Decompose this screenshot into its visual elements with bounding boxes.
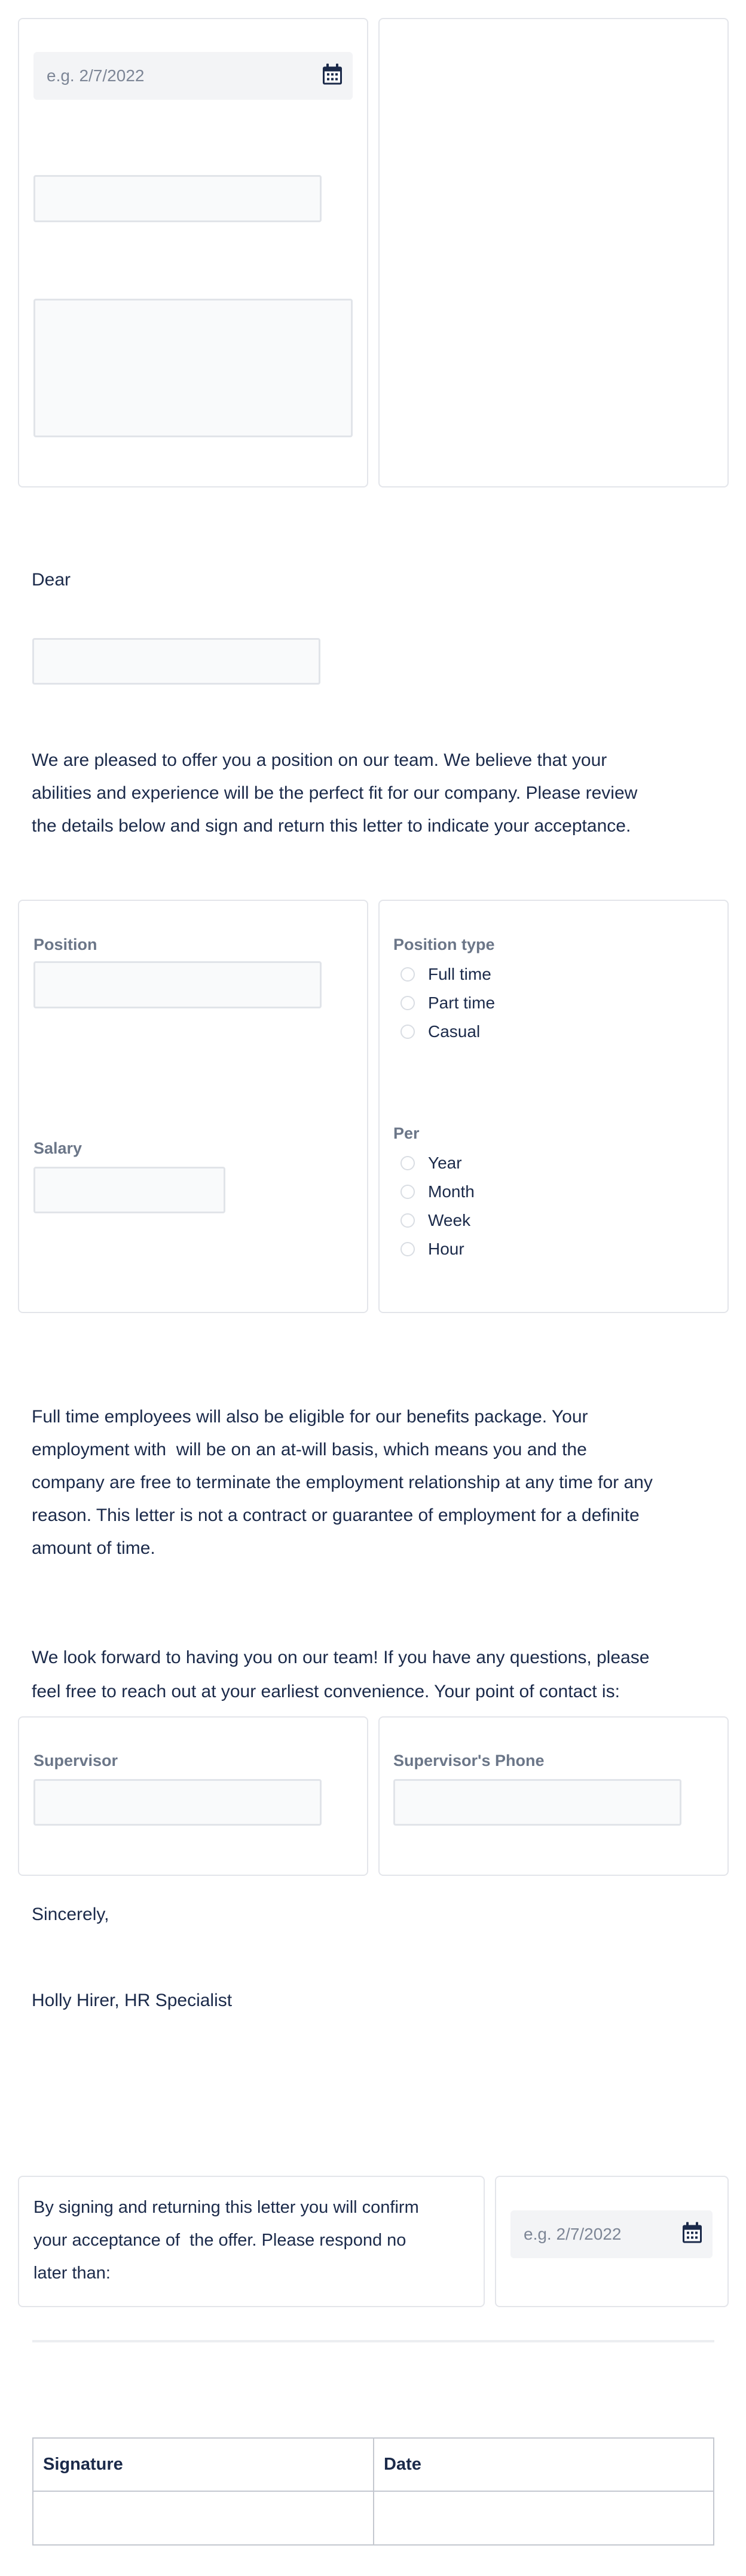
signer-name: Holly Hirer, HR Specialist xyxy=(32,1991,233,2010)
signature-cell[interactable] xyxy=(33,2491,374,2545)
table-header-row xyxy=(33,2438,714,2491)
radio-circle[interactable] xyxy=(400,967,415,982)
radio-circle[interactable] xyxy=(400,1242,415,1256)
benefits-paragraph xyxy=(32,1400,653,1565)
intro-line: the details below and sign and return this letter to indicate your acceptance. xyxy=(32,816,631,836)
position-input[interactable] xyxy=(33,961,322,1008)
date-placeholder: e.g. 2/7/2022 xyxy=(524,2225,622,2243)
contact-line: feel free to reach out at your earliest convenience. Your point of contact is: xyxy=(32,1682,620,1701)
salary-input[interactable] xyxy=(33,1167,225,1213)
benefits-line: amount of time. xyxy=(32,1538,155,1558)
benefits-line: Full time employees will also be eligible for our benefits package. Your xyxy=(32,1407,588,1427)
benefits-line: reason. This letter is not a contract or guarantee of employment for a definite xyxy=(32,1505,640,1525)
benefits-line: company are free to terminate the employment relationship at any time for any xyxy=(32,1473,653,1492)
date-placeholder: e.g. 2/7/2022 xyxy=(47,66,145,85)
confirm-line: your acceptance of the offer. Please respond no xyxy=(33,2231,406,2250)
contact-paragraph xyxy=(32,1640,649,1709)
confirm-line: later than: xyxy=(33,2264,111,2283)
radio-full-time[interactable] xyxy=(400,964,491,985)
address-textarea[interactable] xyxy=(33,299,353,437)
divider xyxy=(32,2340,714,2342)
radio-label: Part time xyxy=(428,993,496,1012)
closing: Sincerely, xyxy=(32,1905,109,1924)
table-row xyxy=(33,2491,714,2545)
supervisor-phone-input[interactable] xyxy=(393,1779,681,1826)
signature-table xyxy=(32,2437,714,2546)
confirm-text xyxy=(33,2191,419,2290)
greeting: Dear xyxy=(32,570,71,590)
calendar-icon[interactable] xyxy=(322,63,343,89)
radio-circle[interactable] xyxy=(400,1025,415,1039)
radio-circle[interactable] xyxy=(400,1156,415,1170)
radio-part-time[interactable] xyxy=(400,992,495,1014)
radio-circle[interactable] xyxy=(400,1185,415,1199)
radio-circle[interactable] xyxy=(400,996,415,1010)
intro-line: We are pleased to offer you a position on our team. We believe that your xyxy=(32,750,607,770)
position-label: Position xyxy=(33,936,97,953)
confirm-line: By signing and returning this letter you will confirm xyxy=(33,2198,419,2217)
name-input[interactable] xyxy=(33,175,322,222)
respond-date-input[interactable] xyxy=(510,2210,713,2258)
benefits-line: employment with will be on an at-will basis, which means you and the xyxy=(32,1440,587,1459)
radio-label: Year xyxy=(428,1154,462,1172)
calendar-icon[interactable] xyxy=(681,2222,703,2247)
contact-line: We look forward to having you on our team! If you have any questions, please xyxy=(32,1648,650,1667)
radio-label: Casual xyxy=(428,1022,481,1041)
radio-label: Hour xyxy=(428,1240,464,1258)
radio-hour[interactable] xyxy=(400,1238,464,1260)
signature-header: Signature xyxy=(33,2438,374,2491)
date-cell[interactable] xyxy=(374,2491,714,2545)
per-label: Per xyxy=(393,1124,420,1142)
recipient-name-input[interactable] xyxy=(32,638,320,685)
intro-line: abilities and experience will be the perfect fit for our company. Please review xyxy=(32,783,638,803)
radio-month[interactable] xyxy=(400,1181,475,1203)
supervisor-label: Supervisor xyxy=(33,1752,118,1770)
supervisor-input[interactable] xyxy=(33,1779,322,1826)
radio-label: Full time xyxy=(428,965,491,983)
radio-year[interactable] xyxy=(400,1152,462,1174)
salary-label: Salary xyxy=(33,1139,82,1157)
date-input[interactable] xyxy=(33,52,353,100)
radio-circle[interactable] xyxy=(400,1213,415,1228)
position-type-label: Position type xyxy=(393,936,495,953)
supervisor-phone-label: Supervisor's Phone xyxy=(393,1752,545,1770)
radio-week[interactable] xyxy=(400,1210,470,1231)
radio-label: Week xyxy=(428,1211,471,1229)
top-right-card xyxy=(378,18,729,487)
radio-label: Month xyxy=(428,1182,475,1201)
date-header: Date xyxy=(374,2438,714,2491)
intro-paragraph xyxy=(32,744,637,842)
radio-casual[interactable] xyxy=(400,1021,480,1042)
